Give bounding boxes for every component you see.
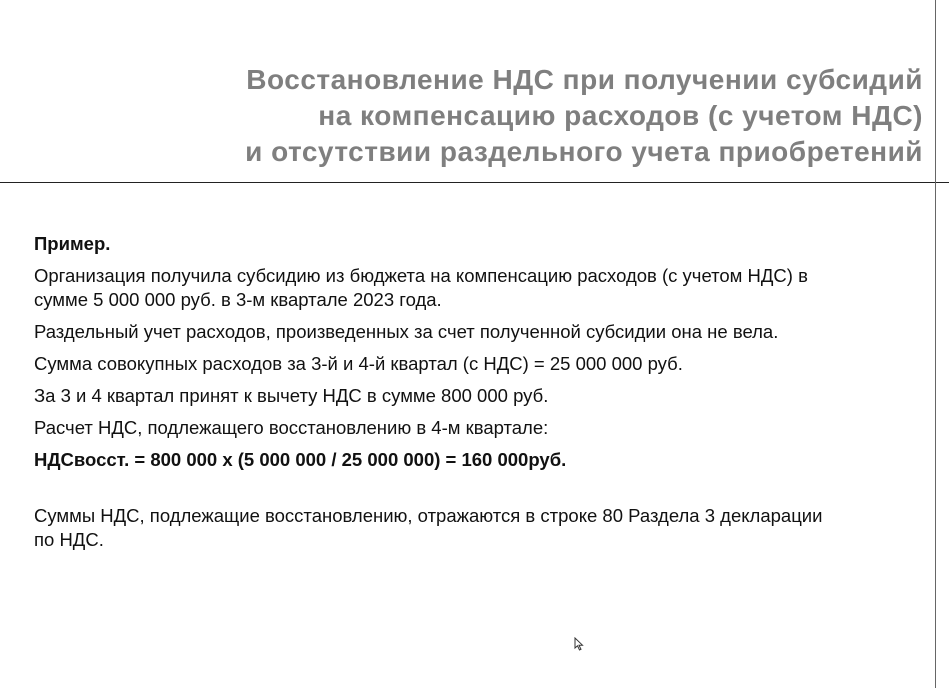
paragraph-subsidy-line-1: Организация получила субсидию из бюджета на компенсацию расходов (с учетом НДС) в [34,265,808,286]
paragraph-calculation-intro: Расчет НДС, подлежащего восстановлению в 4-м квартале: [34,417,549,438]
example-heading: Пример. [34,233,111,254]
paragraph-declaration-line-2: по НДС. [34,529,104,550]
mouse-pointer-icon [574,637,584,651]
paragraph-separate-accounting: Раздельный учет расходов, произведенных за счет полученной субсидии она не вела. [34,321,779,342]
paragraph-subsidy-line-2: сумме 5 000 000 руб. в 3-м квартале 2023 года. [34,289,442,310]
slide-title [245,62,923,170]
right-edge-divider [935,0,936,688]
title-line-3: и отсутствии раздельного учета приобретений [245,136,923,167]
title-divider [0,182,949,183]
slide-body [34,232,914,560]
paragraph-vat-deduction: За 3 и 4 квартал принят к вычету НДС в сумме 800 000 руб. [34,385,549,406]
paragraph-total-expenses: Сумма совокупных расходов за 3-й и 4-й квартал (с НДС) = 25 000 000 руб. [34,353,683,374]
paragraph-declaration-line-1: Суммы НДС, подлежащие восстановлению, отражаются в строке 80 Раздела 3 декларации [34,505,823,526]
title-line-2: на компенсацию расходов (с учетом НДС) [318,100,923,131]
paragraph-declaration [34,504,914,552]
vat-formula: НДСвосст. = 800 000 х (5 000 000 / 25 000 000) = 160 000руб. [34,449,567,470]
title-line-1: Восстановление НДС при получении субсидий [246,64,923,95]
paragraph-subsidy [34,264,914,312]
